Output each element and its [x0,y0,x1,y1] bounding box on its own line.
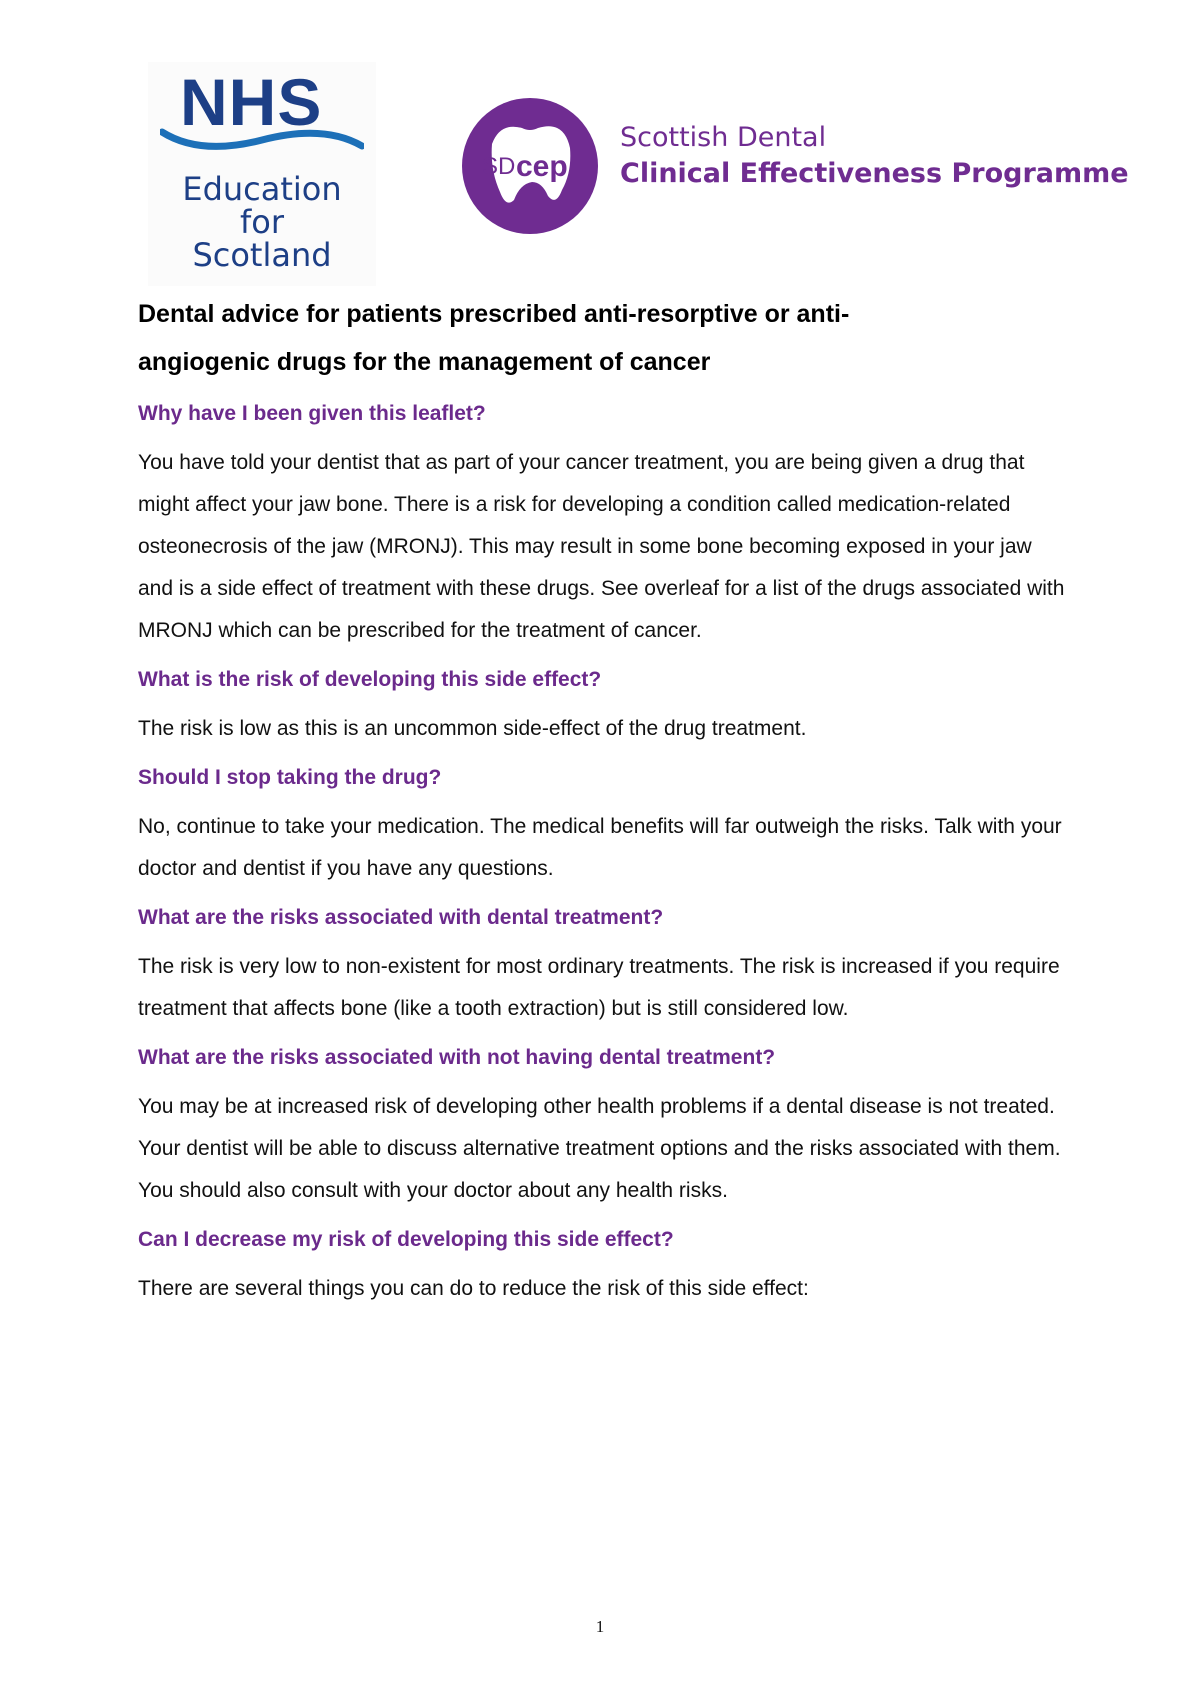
sdcep-logo-line1: Scottish Dental [620,122,827,153]
nes-logo-line-scotland: Scotland [192,236,332,274]
section-answer: You have told your dentist that as part of your cancer treatment, you are being given a drug that might affect your jaw bone. There is a risk for developing a condition called medication-related osteonecrosis of the jaw (MRONJ). This may result in some bone becoming exposed in your jaw and is a side effect of treatment with these drugs. See overleaf for a list of the drugs associated with MRONJ which can be prescribed for the treatment of cancer. [138,451,1065,642]
tooth-ring-icon [460,96,600,236]
section-question: Should I stop taking the drug? [138,766,442,789]
section-question: What are the risks associated with not having dental treatment? [138,1046,776,1069]
section-question: Can I decrease my risk of developing this side effect? [138,1228,674,1251]
section-question: Why have I been given this leaflet? [138,402,486,425]
wave-icon [160,126,364,156]
document-body [138,290,1068,1310]
sdcep-logo [460,96,1129,236]
section-answer: You may be at increased risk of developing other health problems if a dental disease is not treated. Your dentist will be able to discuss alternative treatment options and the risks associated with them. You should also consult with your doctor about any health risks. [138,1095,1061,1202]
section-answer: There are several things you can do to reduce the risk of this side effect: [138,1277,809,1300]
nes-logo-nhs: NHS [180,65,323,139]
sdcep-logo-line2: Clinical Effectiveness Programme [620,158,1129,189]
nes-logo-line-education: Education [182,170,342,208]
section-question: What is the risk of developing this side effect? [138,668,602,691]
document-title-line2: angiogenic drugs for the management of cancer [138,348,711,376]
section [138,666,1068,750]
section [138,764,1068,890]
section [138,1044,1068,1212]
section-answer: The risk is very low to non-existent for most ordinary treatments. The risk is increased if you require treatment that affects bone (like a tooth extraction) but is still considered low. [138,955,1060,1020]
document-title [138,290,1068,386]
section-answer: The risk is low as this is an uncommon side-effect of the drug treatment. [138,717,807,740]
section [138,1226,1068,1310]
section [138,904,1068,1030]
section [138,400,1068,652]
page-number: 1 [595,1617,605,1636]
nes-logo-line-for: for [240,203,284,241]
sdcep-emblem-text-b: cep [516,150,568,183]
document-title-line1: Dental advice for patients prescribed anti-resorptive or anti- [138,300,850,328]
section-answer: No, continue to take your medication. The medical benefits will far outweigh the risks. Talk with your doctor and dentist if you have any questions. [138,815,1062,880]
nes-logo [148,62,376,286]
sdcep-emblem-text-a: SD [482,153,516,180]
section-question: What are the risks associated with dental treatment? [138,906,664,929]
